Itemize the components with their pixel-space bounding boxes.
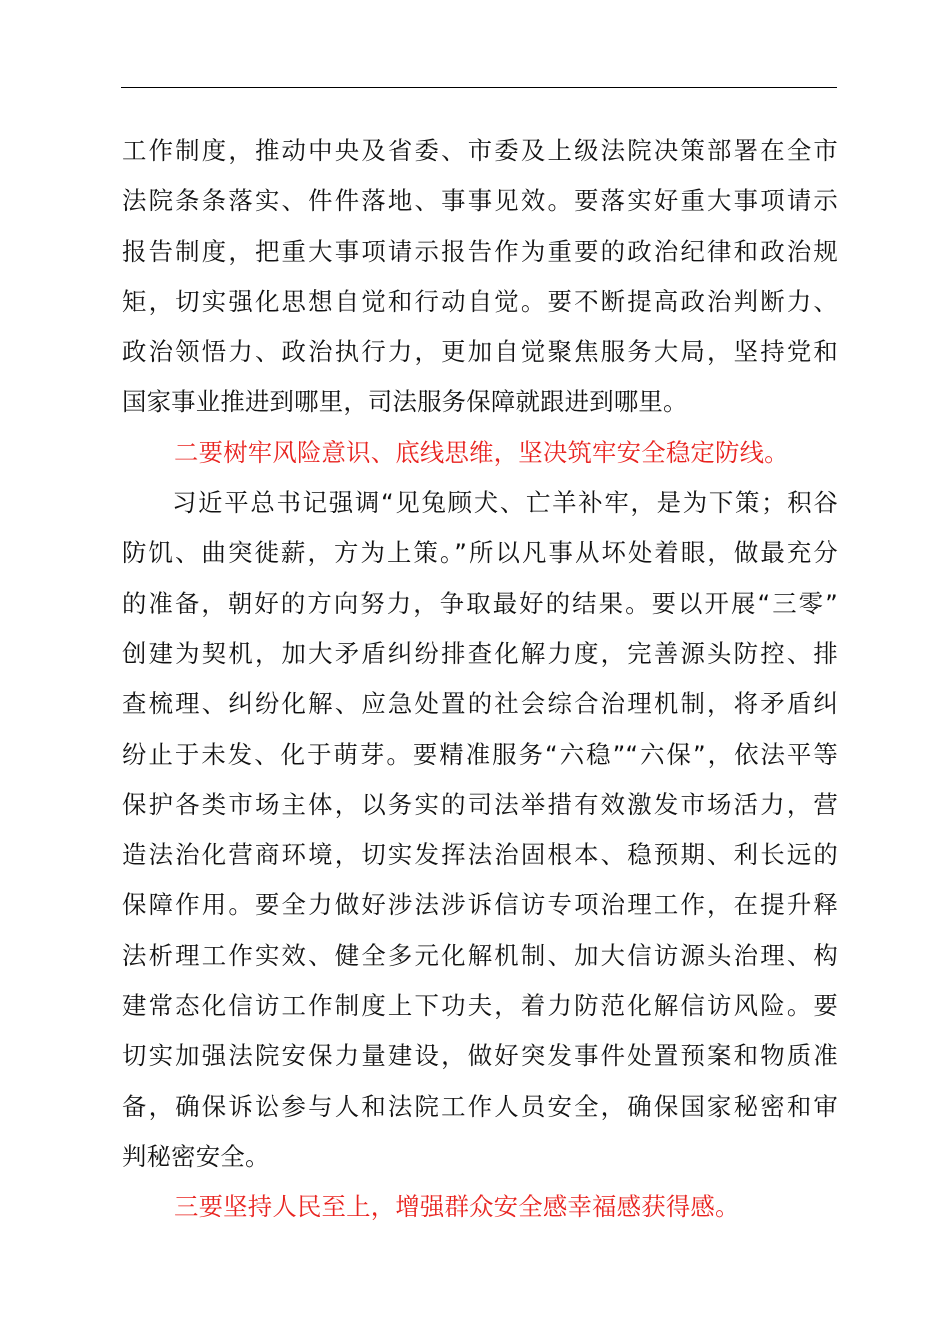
body-text (122, 126, 838, 1233)
paragraph-line: 法院条条落实、件件落地、事事见效。要落实好重大事项请示 (122, 186, 838, 216)
paragraph-line: 报告制度，把重大事项请示报告作为重要的政治纪律和政治规 (122, 236, 838, 266)
header-rule (121, 87, 837, 88)
paragraph-line: 习近平总书记强调“见兔顾犬、亡羊补牢，是为下策；积谷 (172, 488, 838, 518)
paragraph-line: 保障作用。要全力做好涉法涉诉信访专项治理工作，在提升释 (122, 890, 838, 920)
section-heading: 三要坚持人民至上，增强群众安全感幸福感获得感。 (174, 1192, 740, 1222)
paragraph-line: 造法治化营商环境，切实发挥法治固根本、稳预期、利长远的 (122, 840, 838, 870)
paragraph-line: 国家事业推进到哪里，司法服务保障就跟进到哪里。 (122, 387, 688, 417)
paragraph-line: 保护各类市场主体，以务实的司法举措有效激发市场活力，营 (122, 789, 838, 819)
paragraph-line: 建常态化信访工作制度上下功夫，着力防范化解信访风险。要 (122, 991, 838, 1021)
paragraph-line: 查梳理、纠纷化解、应急处置的社会综合治理机制，将矛盾纠 (122, 689, 838, 719)
paragraph-line: 防饥、曲突徙薪，方为上策。”所以凡事从坏处着眼，做最充分 (122, 538, 838, 568)
paragraph-line: 的准备，朝好的方向努力，争取最好的结果。要以开展“三零” (122, 588, 838, 618)
paragraph-line: 判秘密安全。 (122, 1141, 270, 1171)
paragraph-line: 工作制度，推动中央及省委、市委及上级法院决策部署在全市 (122, 136, 838, 165)
paragraph-line: 切实加强法院安保力量建设，做好突发事件处置预案和物质准 (122, 1041, 838, 1071)
section-heading: 二要树牢风险意识、底线思维，坚决筑牢安全稳定防线。 (174, 437, 789, 467)
paragraph-line: 矩，切实强化思想自觉和行动自觉。要不断提高政治判断力、 (122, 286, 838, 316)
paragraph-line: 备，确保诉讼参与人和法院工作人员安全，确保国家秘密和审 (122, 1091, 838, 1121)
paragraph-line: 创建为契机，加大矛盾纠纷排查化解力度，完善源头防控、排 (122, 638, 838, 668)
paragraph-line: 纷止于未发、化于萌芽。要精准服务“六稳”“六保”，依法平等 (122, 739, 838, 769)
paragraph-line: 法析理工作实效、健全多元化解机制、加大信访源头治理、构 (122, 940, 838, 970)
paragraph-line: 政治领悟力、政治执行力，更加自觉聚焦服务大局，坚持党和 (122, 337, 838, 367)
